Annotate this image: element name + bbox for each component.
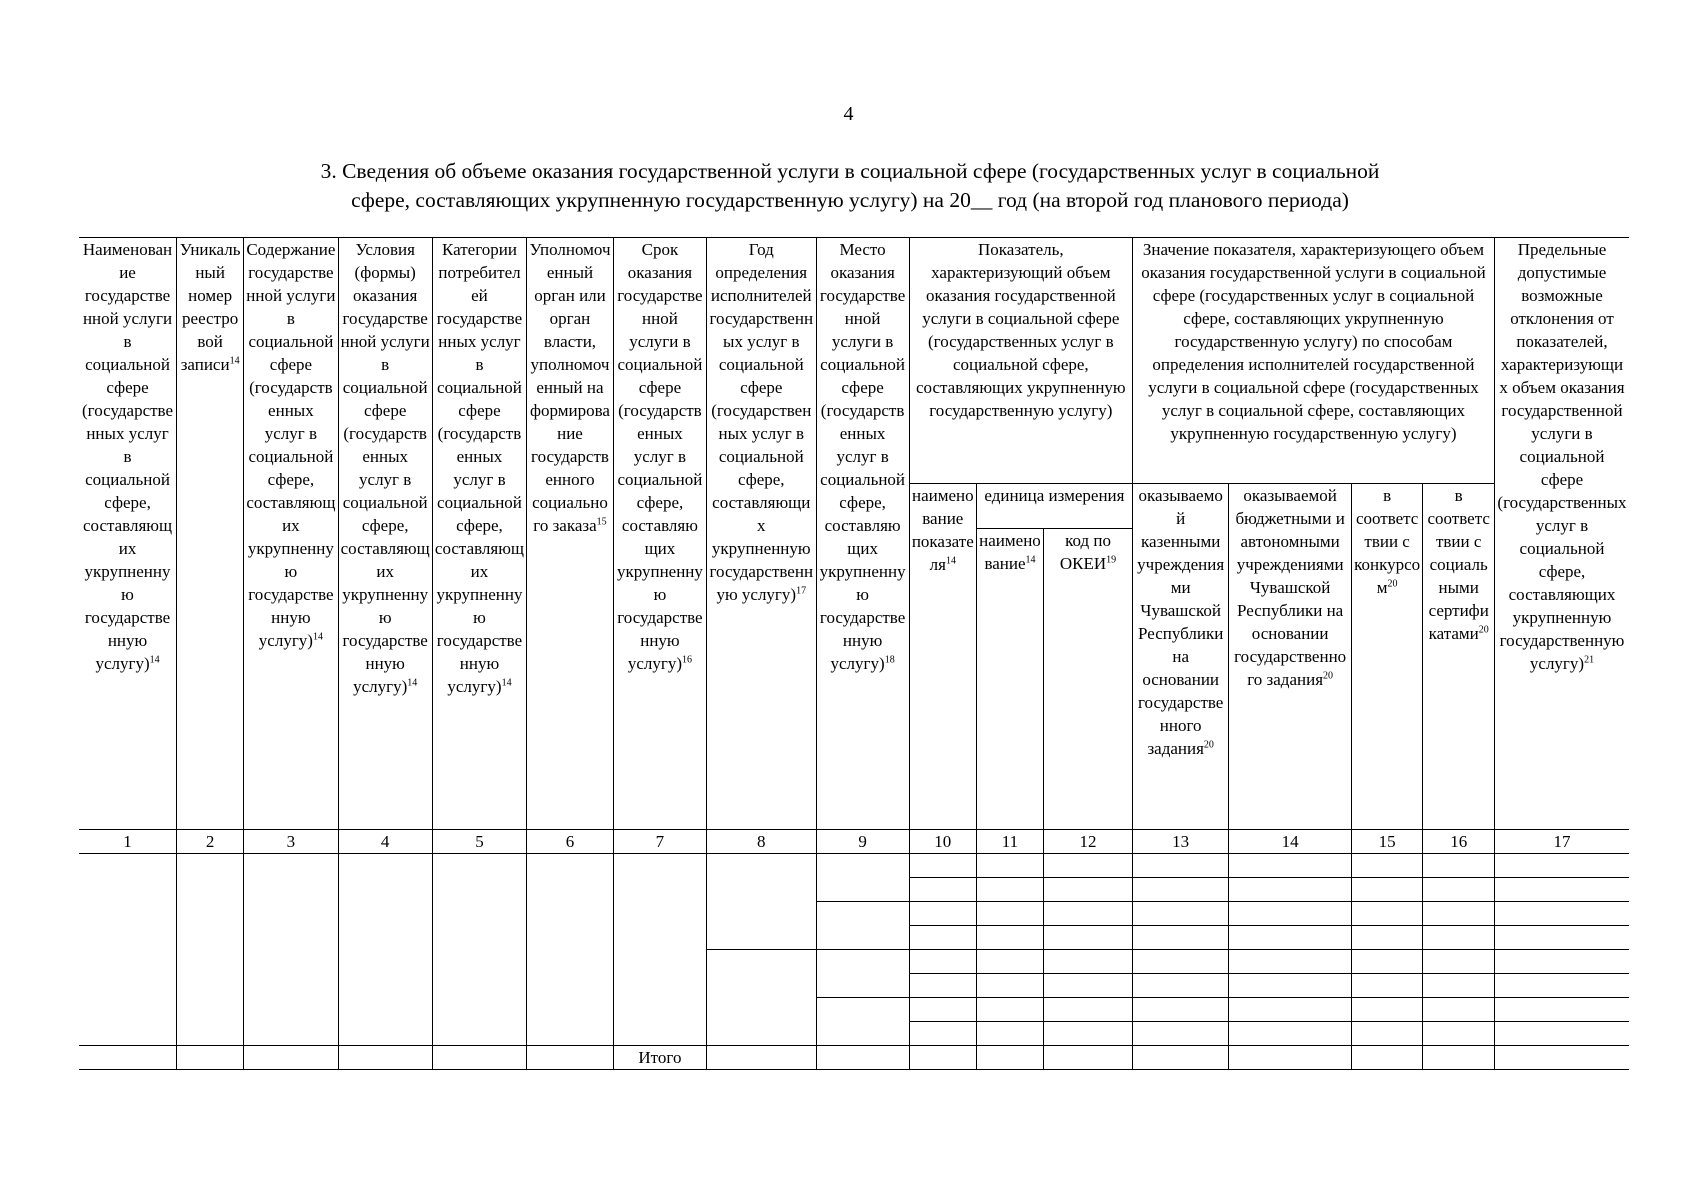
data-cell [79, 1046, 177, 1070]
data-cell [244, 854, 338, 1046]
data-cell [1044, 854, 1133, 878]
data-cell [1132, 878, 1228, 902]
data-cell [976, 998, 1043, 1022]
header-group-value: Значение показателя, характеризующего объем оказания государственной услуги в социальной сфере (государственных услуг в социальной сфере, составляющих укрупненную государственную услугу) по способам определения исполнителей государственной услуги в социальной сфере (государственных услуг в социальной сфере, составляющих укрупненную государственную услугу) [1132, 238, 1494, 484]
data-cell [1423, 878, 1495, 902]
data-cell [816, 998, 909, 1046]
data-cell [1132, 854, 1228, 878]
data-cell [338, 1046, 432, 1070]
data-cell [1494, 998, 1629, 1022]
header-col-3: Содержание государственной услуги в социальной сфере (государственных услуг в социальной сфере, составляющих укрупненную государственную услугу)$^{14}$ [244, 238, 338, 830]
data-cell [1044, 974, 1133, 998]
data-cell [1044, 1046, 1133, 1070]
data-cell [1132, 1046, 1228, 1070]
data-cell [1044, 1022, 1133, 1046]
column-number: 8 [707, 830, 816, 854]
data-cell [1423, 1046, 1495, 1070]
data-cell [1494, 1046, 1629, 1070]
column-number: 9 [816, 830, 909, 854]
data-cell [1044, 926, 1133, 950]
total-label: Итого [613, 1046, 706, 1070]
data-cell [432, 854, 526, 1046]
header-col-1: Наименование государственной услуги в социальной сфере (государственных услуг в социальной сфере, составляющих укрупненную государственную услугу)$^{14}$ [79, 238, 177, 830]
data-cell [1044, 998, 1133, 1022]
data-cell [1351, 950, 1423, 974]
volume-table [79, 237, 1629, 1070]
data-cell [1229, 926, 1351, 950]
data-cell [909, 974, 976, 998]
data-cell [1044, 878, 1133, 902]
data-cell [1044, 902, 1133, 926]
data-cell [1351, 902, 1423, 926]
data-cell [177, 1046, 244, 1070]
column-number: 6 [527, 830, 614, 854]
data-cell [79, 854, 177, 1046]
data-cell [1132, 926, 1228, 950]
data-cell [1423, 950, 1495, 974]
data-cell [1351, 974, 1423, 998]
data-cell [177, 854, 244, 1046]
data-cell [1423, 854, 1495, 878]
data-cell [338, 854, 432, 1046]
data-cell [1351, 854, 1423, 878]
column-number: 15 [1351, 830, 1423, 854]
data-cell [707, 950, 816, 1046]
data-cell [1423, 902, 1495, 926]
data-cell [1423, 1022, 1495, 1046]
data-cell [613, 854, 706, 1046]
header-col-4: Условия (формы) оказания государственной услуги в социальной сфере (государственных услуг в социальной сфере, составляющих укрупненную государственную услугу)$^{14}$ [338, 238, 432, 830]
data-cell [432, 1046, 526, 1070]
header-col-2: Уникальный номер реестровой записи$^{14}$ [177, 238, 244, 830]
data-cell [1229, 854, 1351, 878]
data-cell [1132, 1022, 1228, 1046]
data-cell [1351, 1022, 1423, 1046]
data-cell [1132, 974, 1228, 998]
data-cell [909, 854, 976, 878]
data-cell [909, 902, 976, 926]
header-col-13: оказываемой казенными учреждениями Чувашской Республики на основании государственного задания$^{20}$ [1132, 484, 1228, 830]
section-title-line-1: 3. Сведения об объеме оказания государственной услуги в социальной сфере (государственных услуг в социальной [320, 159, 1380, 183]
header-col-14: оказываемой бюджетными и автономными учреждениями Чувашской Республики на основании государственного задания$^{20}$ [1229, 484, 1351, 830]
data-cell [816, 1046, 909, 1070]
data-cell [1351, 878, 1423, 902]
data-cell [1351, 998, 1423, 1022]
data-cell [1229, 1022, 1351, 1046]
data-cell [707, 1046, 816, 1070]
data-cell [527, 854, 614, 1046]
data-cell [1132, 998, 1228, 1022]
data-cell [244, 1046, 338, 1070]
column-number: 16 [1423, 830, 1495, 854]
total-row [79, 1046, 1629, 1070]
data-cell [1229, 974, 1351, 998]
data-cell [1494, 926, 1629, 950]
column-number: 11 [976, 830, 1043, 854]
data-cell [1132, 950, 1228, 974]
data-cell [1423, 998, 1495, 1022]
header-col-10: наименование показателя$^{14}$ [909, 484, 976, 830]
column-numbers-row [79, 830, 1629, 854]
data-cell [976, 878, 1043, 902]
data-cell [707, 854, 816, 950]
data-cell [909, 1046, 976, 1070]
data-cell [1423, 926, 1495, 950]
data-cell [909, 998, 976, 1022]
header-col-8: Год определения исполнителей государственных услуг в социальной сфере (государственных услуг в социальной сфере, составляющих укрупненную государственную услугу)$^{17}$ [707, 238, 816, 830]
data-cell [1132, 902, 1228, 926]
data-cell [1229, 998, 1351, 1022]
data-cell [909, 950, 976, 974]
data-cell [976, 974, 1043, 998]
header-col-9: Место оказания государственной услуги в социальной сфере (государственных услуг в социальной сфере, составляющих укрупненную государственную услугу)$^{18}$ [816, 238, 909, 830]
header-col-16: в соответствии с социальными сертификатами$^{20}$ [1423, 484, 1495, 830]
data-cell [976, 902, 1043, 926]
column-number: 12 [1044, 830, 1133, 854]
header-group-indicator: Показатель, характеризующий объем оказания государственной услуги в социальной сфере (государственных услуг в социальной сфере, составляющих укрупненную государственную услугу) [909, 238, 1132, 484]
data-cell [909, 1022, 976, 1046]
header-col-7: Срок оказания государственной услуги в социальной сфере (государственных услуг в социальной сфере, составляющих укрупненную государственную услугу)$^{16}$ [613, 238, 706, 830]
data-cell [1494, 854, 1629, 878]
data-cell [909, 878, 976, 902]
data-cell [1229, 950, 1351, 974]
data-cell [1229, 1046, 1351, 1070]
data-cell [1494, 1022, 1629, 1046]
data-cell [976, 1046, 1043, 1070]
data-cell [816, 854, 909, 902]
data-cell [1229, 902, 1351, 926]
data-cell [976, 926, 1043, 950]
header-row-1 [79, 238, 1629, 484]
section-title [120, 157, 1580, 215]
data-cell [1494, 974, 1629, 998]
column-number: 3 [244, 830, 338, 854]
data-cell [976, 1022, 1043, 1046]
column-number: 2 [177, 830, 244, 854]
column-number: 4 [338, 830, 432, 854]
data-cell [1423, 974, 1495, 998]
column-number: 17 [1494, 830, 1629, 854]
data-cell [976, 854, 1043, 878]
data-cell [1229, 878, 1351, 902]
data-cell [909, 926, 976, 950]
data-cell [816, 902, 909, 950]
data-cell [1494, 902, 1629, 926]
header-col-5: Категории потребителей государственных услуг в социальной сфере (государственных услуг в социальной сфере, составляющих укрупненную государственную услугу)$^{14}$ [432, 238, 526, 830]
data-cell [816, 950, 909, 998]
header-col-17: Предельные допустимые возможные отклонения от показателей, характеризующих объем оказания государственной услуги в социальной сфере (государственных услуг в социальной сфере, составляющих укрупненную государственную услугу)$^{21}$ [1494, 238, 1629, 830]
header-col-15: в соответствии с конкурсом$^{20}$ [1351, 484, 1423, 830]
data-cell [976, 950, 1043, 974]
data-cell [1351, 1046, 1423, 1070]
column-number: 13 [1132, 830, 1228, 854]
data-cell [1351, 926, 1423, 950]
data-cell [1044, 950, 1133, 974]
header-col-11: наименование$^{14}$ [976, 529, 1043, 830]
page-number: 4 [843, 103, 854, 125]
data-cell [1494, 878, 1629, 902]
column-number: 1 [79, 830, 177, 854]
column-number: 5 [432, 830, 526, 854]
data-cell [527, 1046, 614, 1070]
header-col-6: Уполномоченный орган или орган власти, уполномоченный на формирование государственного социального заказа$^{15}$ [527, 238, 614, 830]
column-number: 14 [1229, 830, 1351, 854]
column-number: 7 [613, 830, 706, 854]
header-unit-group: единица измерения [976, 484, 1132, 529]
section-title-line-2: сфере, составляющих укрупненную государственную услугу) на 20__ год (на второй год планового периода) [351, 188, 1349, 212]
header-col-12: код по ОКЕИ$^{19}$ [1044, 529, 1133, 830]
column-number: 10 [909, 830, 976, 854]
data-cell [1494, 950, 1629, 974]
table-row [79, 854, 1629, 878]
